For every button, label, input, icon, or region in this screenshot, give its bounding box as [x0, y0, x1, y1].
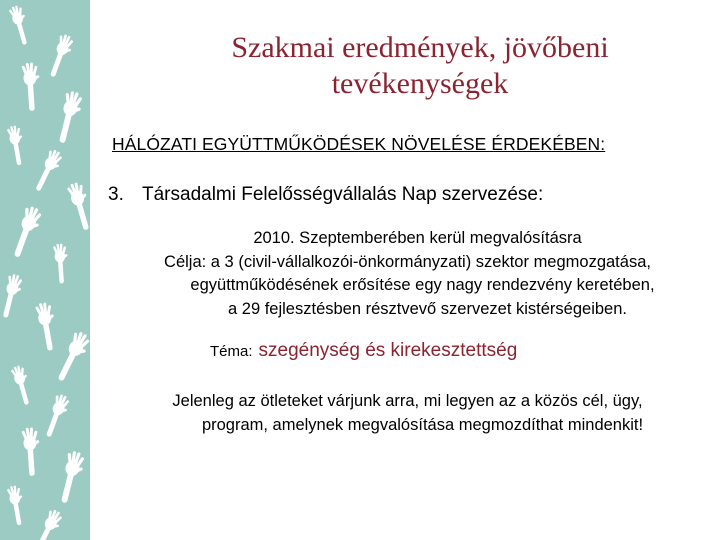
detail-line: együttműködésének erősítése egy nagy rendezvény keretében, [190, 276, 655, 294]
hand-icon [6, 124, 27, 166]
detail-paragraph [100, 227, 715, 321]
hand-icon [42, 393, 72, 440]
hand-icon [53, 243, 70, 284]
closing-line: program, amelynek megvalósítása megmozdíthat mindenkit! [201, 415, 644, 434]
hand-icon [8, 4, 33, 46]
closing-paragraph [100, 390, 715, 437]
hand-icon [46, 33, 76, 80]
hand-icon [0, 273, 25, 320]
hand-icon [66, 180, 90, 231]
hand-icon [31, 148, 65, 195]
detail-line: 2010. Szeptemberében kerül megvalósításra [253, 229, 582, 247]
slide-title [150, 30, 690, 102]
theme-label: Téma: [210, 343, 253, 360]
section-heading: HÁLÓZATI EGYÜTTMŰKÖDÉSEK NÖVELÉSE ÉRDEKÉBEN: [112, 134, 606, 154]
decorative-sidebar [0, 0, 90, 540]
hand-icon [56, 450, 87, 506]
hand-icon [10, 364, 35, 406]
hand-icon [21, 62, 42, 111]
theme-value: szegénység és kirekesztettség [258, 340, 518, 361]
hand-icon [54, 90, 85, 146]
hand-icon [9, 204, 45, 260]
closing-line: Jelenleg az ötleteket várjunk arra, mi legyen az a közös cél, ügy, [172, 392, 643, 410]
item-number: 3. [108, 184, 124, 205]
raised-hands-icon [0, 0, 90, 540]
item-text: Társadalmi Felelősségvállalás Nap szervezése: [142, 184, 544, 205]
title-line-1: Szakmai eredmények, jövőbeni [231, 31, 609, 64]
hand-icon [21, 427, 42, 476]
numbered-item [108, 184, 708, 206]
theme-row [210, 340, 690, 362]
title-line-2: tevékenységek [331, 67, 509, 100]
hand-icon [53, 329, 90, 385]
hand-icon [34, 301, 60, 352]
hand-icon [6, 484, 27, 526]
detail-line: a 29 fejlesztésben résztvevő szervezet kistérségeiben. [228, 299, 627, 318]
hand-icon [31, 508, 65, 540]
detail-line: Célja: a 3 (civil-vállalkozói-önkormányzati) szektor megmozgatása, [164, 252, 651, 271]
